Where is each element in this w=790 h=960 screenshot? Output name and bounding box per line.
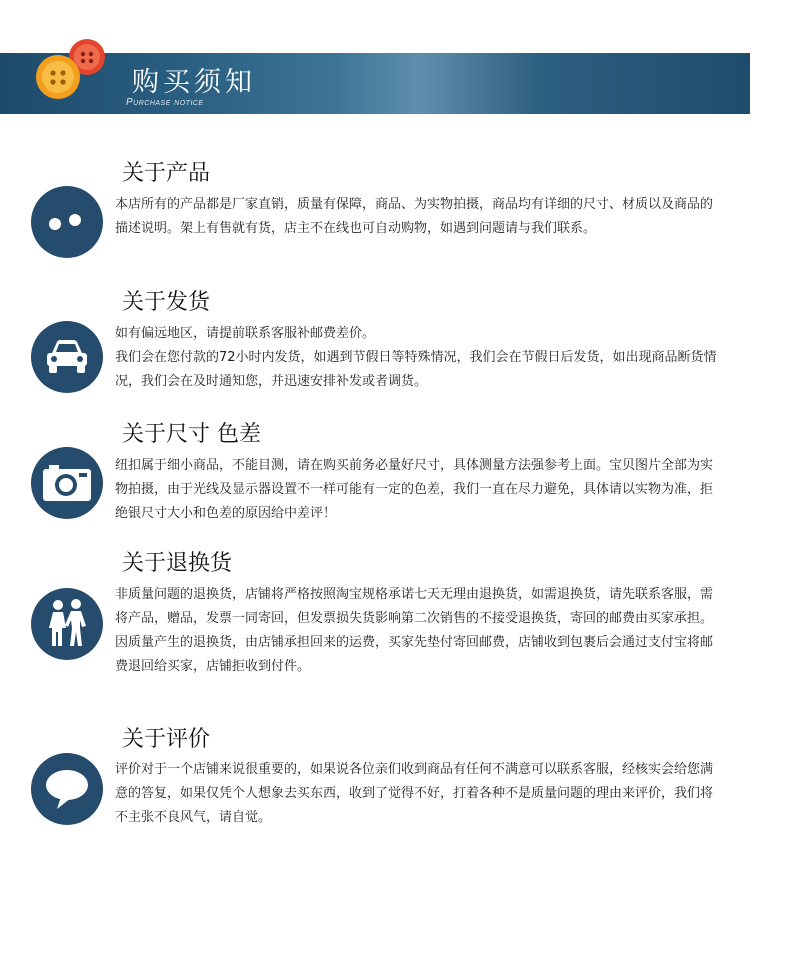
people-icon xyxy=(44,598,90,650)
car-icon xyxy=(42,337,92,377)
dots-icon xyxy=(45,210,89,234)
section-icon-size-color xyxy=(31,447,103,519)
section-body-product xyxy=(115,193,725,241)
section-icon-product xyxy=(31,186,103,258)
buttons-logo-icon xyxy=(30,37,120,107)
section-title-shipping: 关于发货 xyxy=(122,290,211,315)
section-paragraph: 纽扣属于细小商品，不能目测，请在购买前务必量好尺寸，具体测量方法强参考上面。宝贝图片全部为实物拍摄，由于光线及显示器设置不一样可能有一定的色差，我们一直在尽力避免，具体请以实物为准，拒绝银尺寸大小和色差的原因给中差评！ xyxy=(115,458,714,521)
section-paragraph: 我们会在您付款的72小时内发货，如遇到节假日等特殊情况，我们会在节假日后发货，如出现商品断货情况，我们会在及时通知您，并迅速安排补发或者调货。 xyxy=(115,350,717,389)
camera-icon xyxy=(41,463,93,503)
section-icon-shipping xyxy=(31,321,103,393)
section-paragraph: 非质量问题的退换货，店铺将严格按照淘宝规格承诺七天无理由退换货，如需退换货，请先联系客服，需将产品，赠品，发票一同寄回，但发票损失货影响第二次销售的不接受退换货，寄回的邮费由买家承担。 xyxy=(115,587,714,626)
section-icon-returns xyxy=(31,588,103,660)
section-body-reviews xyxy=(115,758,725,830)
section-title-returns: 关于退换货 xyxy=(122,551,233,576)
section-paragraph: 因质量产生的退换货，由店铺承担回来的运费，买家先垫付寄回邮费，店铺收到包裹后会通过支付宝将邮费退回给买家，店铺拒收到付件。 xyxy=(115,635,714,674)
section-paragraph: 评价对于一个店铺来说很重要的，如果说各位亲们收到商品有任何不满意可以联系客服，经核实会给您满意的答复，如果仅凭个人想象去买东西，收到了觉得不好，打着各种不是质量问题的理由来评价，我们将不主张不良风气，请自觉。 xyxy=(115,762,714,825)
section-icon-reviews xyxy=(31,753,103,825)
banner-title: 购买须知 xyxy=(132,67,256,98)
section-title-reviews: 关于评价 xyxy=(122,727,211,752)
speech-bubble-icon xyxy=(43,767,91,811)
banner-subtitle: Purchase notice xyxy=(126,97,204,108)
section-title-size-color: 关于尺寸 色差 xyxy=(122,422,261,447)
section-body-size-color xyxy=(115,454,725,526)
section-paragraph: 本店所有的产品都是厂家直销，质量有保障，商品、为实物拍摄，商品均有详细的尺寸、材质以及商品的描述说明。架上有售就有货，店主不在线也可自动购物，如遇到问题请与我们联系。 xyxy=(115,197,714,236)
section-body-shipping xyxy=(115,322,725,394)
section-title-product: 关于产品 xyxy=(122,161,211,186)
section-paragraph: 如有偏远地区，请提前联系客服补邮费差价。 xyxy=(115,326,376,341)
section-body-returns xyxy=(115,583,725,679)
